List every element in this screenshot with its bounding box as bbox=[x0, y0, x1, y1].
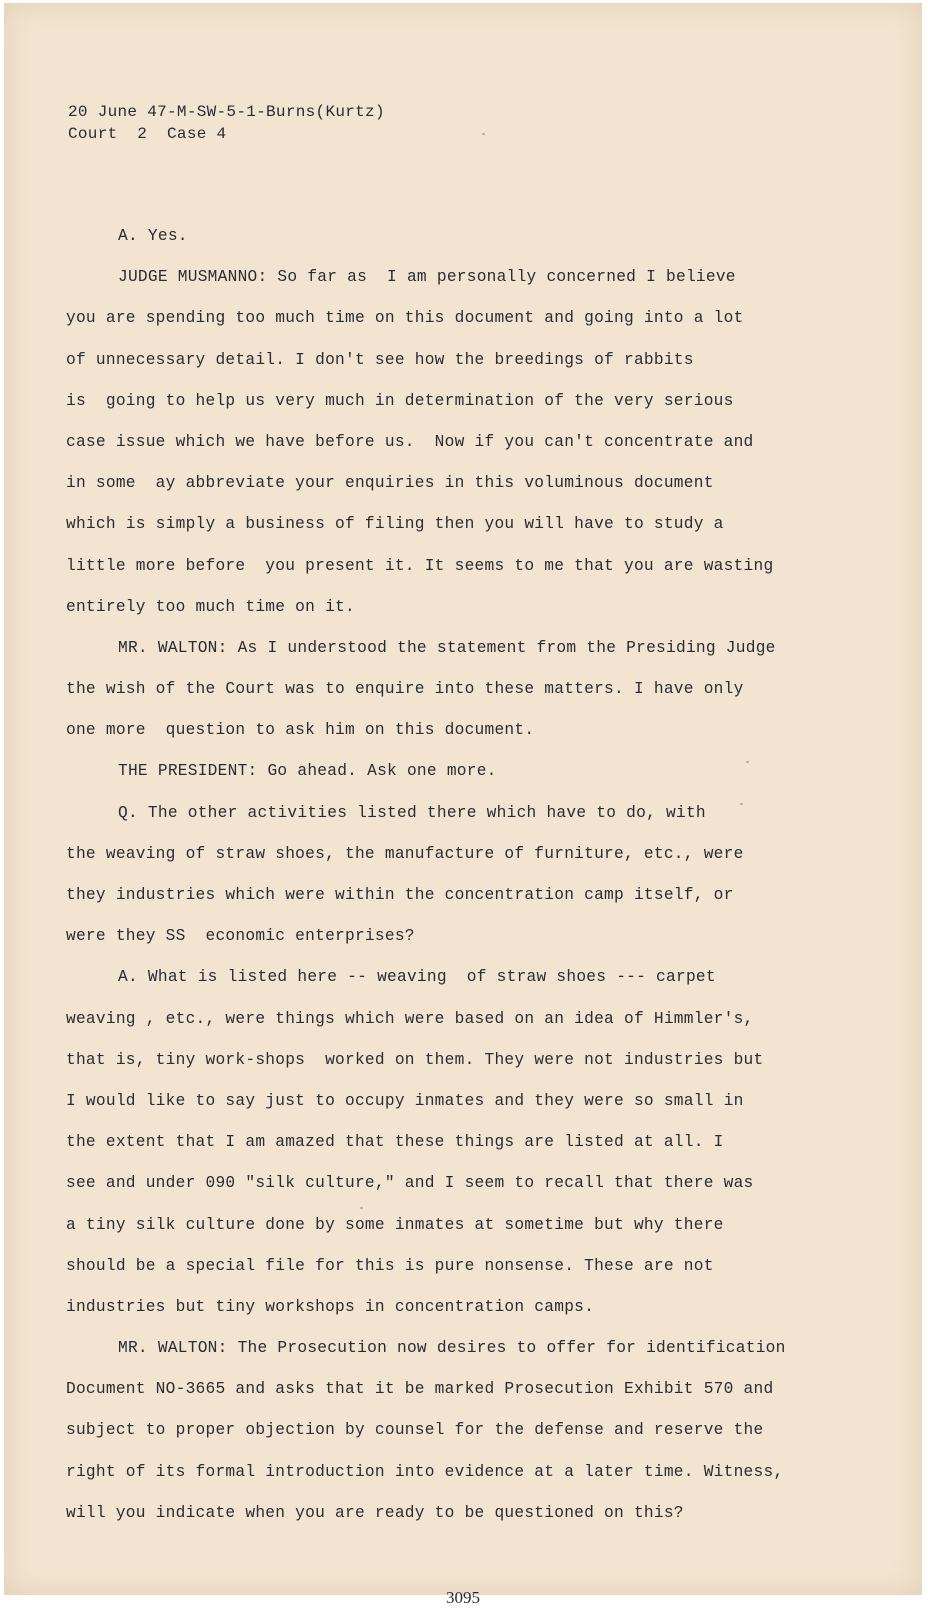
text-line: subject to proper objection by counsel for the defense and reserve the bbox=[66, 1421, 764, 1440]
text-line: weaving , etc., were things which were based on an idea of Himmler's, bbox=[66, 1009, 754, 1028]
page-number: 3095 bbox=[446, 1588, 480, 1607]
text-line: entirely too much time on it. bbox=[66, 597, 355, 616]
speaker-line: MR. WALTON: The Prosecution now desires to offer for identification bbox=[118, 1339, 786, 1358]
text-line: the extent that I am amazed that these things are listed at all. I bbox=[66, 1133, 724, 1152]
transcript-body bbox=[66, 216, 796, 1534]
speaker-line: THE PRESIDENT: Go ahead. Ask one more. bbox=[118, 762, 497, 781]
speaker-line: JUDGE MUSMANNO: So far as I am personally concerned I believe bbox=[118, 268, 736, 287]
answer-line: A. What is listed here -- weaving of straw shoes --- carpet bbox=[118, 968, 716, 987]
text-line: a tiny silk culture done by some inmates at sometime but why there bbox=[66, 1215, 724, 1234]
document-header bbox=[68, 101, 385, 145]
text-line: industries but tiny workshops in concentration camps. bbox=[66, 1297, 595, 1316]
text-line: they industries which were within the concentration camp itself, or bbox=[66, 886, 734, 904]
header-reference-line: 20 June 47-M-SW-5-1-Burns(Kurtz) bbox=[68, 103, 385, 121]
paper-speck bbox=[360, 1207, 363, 1209]
text-line: were they SS economic enterprises? bbox=[66, 927, 415, 946]
text-line: should be a special file for this is pure nonsense. These are not bbox=[66, 1256, 714, 1275]
text-line: that is, tiny work-shops worked on them. They were not industries but bbox=[66, 1050, 764, 1069]
paper-speck bbox=[746, 761, 749, 763]
text-line: little more before you present it. It seems to me that you are wasting bbox=[66, 556, 774, 575]
paper-speck bbox=[482, 133, 485, 135]
header-court-line: Court 2 Case 4 bbox=[68, 125, 227, 143]
text-line: will you indicate when you are ready to be questioned on this? bbox=[66, 1503, 684, 1522]
text-line: case issue which we have before us. Now if you can't concentrate and bbox=[66, 432, 754, 451]
text-line: I would like to say just to occupy inmates and they were so small in bbox=[66, 1091, 744, 1110]
text-line: right of its formal introduction into evidence at a later time. Witness, bbox=[66, 1462, 784, 1481]
paper-speck bbox=[740, 803, 743, 805]
text-line: in some ay abbreviate your enquiries in this voluminous document bbox=[66, 474, 714, 493]
text-line: one more question to ask him on this document. bbox=[66, 721, 535, 740]
text-line: the weaving of straw shoes, the manufacture of furniture, etc., were bbox=[66, 844, 744, 863]
answer-line: A. Yes. bbox=[118, 227, 188, 245]
text-line: of unnecessary detail. I don't see how the breedings of rabbits bbox=[66, 350, 694, 369]
text-line: the wish of the Court was to enquire into these matters. I have only bbox=[66, 680, 744, 699]
text-line: you are spending too much time on this document and going into a lot bbox=[66, 309, 744, 328]
document-page bbox=[4, 3, 922, 1607]
text-line: Document NO-3665 and asks that it be marked Prosecution Exhibit 570 and bbox=[66, 1380, 774, 1399]
text-line: is going to help us very much in determination of the very serious bbox=[66, 391, 734, 410]
speaker-line: MR. WALTON: As I understood the statement from the Presiding Judge bbox=[118, 638, 776, 657]
text-line: which is simply a business of filing then you will have to study a bbox=[66, 515, 724, 534]
text-line: see and under 090 "silk culture," and I seem to recall that there was bbox=[66, 1174, 754, 1193]
question-line: Q. The other activities listed there which have to do, with bbox=[118, 803, 706, 822]
